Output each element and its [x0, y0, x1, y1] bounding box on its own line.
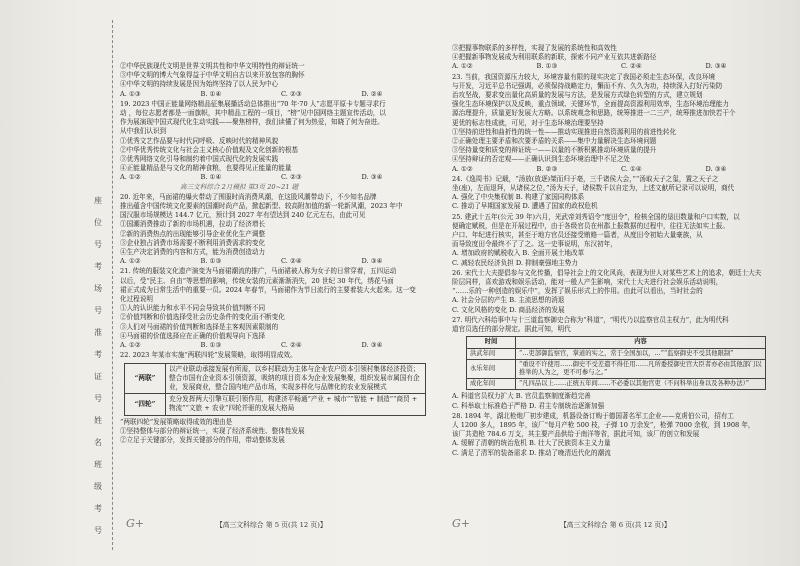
- text-line: ④生产决定消费的内容和方式，能为消费创造动力: [120, 248, 266, 257]
- box-row: [125, 393, 425, 414]
- option-b: B. ①③: [200, 257, 222, 266]
- table-cell: “重设不许使用……御史不受差遣不得任用……凡所委授御史官大臣者亦必由其他部门以推举的人为之，更不可参与之。”: [516, 359, 766, 378]
- handwritten-note: 高三文科综合 2月模拟 第3页 20~21 题: [180, 182, 299, 191]
- text-line: 27. 明代六科给事中与十三道监察御史合称为“科道”，“明代乃以监察官员主权力”，此为明代科: [452, 315, 729, 324]
- text-line: ④中华文明的持续发展是因为始终坚持了以人民为中心: [120, 80, 279, 89]
- text-line: 人 1200 多人，1895 年，该厂“每月产枪 500 枝，子弹 10 万余发”，枪弹 7000 余枚，到 1908 年，: [452, 420, 755, 429]
- option-c: C. ②④: [621, 62, 642, 71]
- option-b: B. ①③: [536, 62, 558, 71]
- text-line: A. 强化了中央集权制 B. 构建了家国同构体系: [452, 193, 585, 202]
- option-d: D. ③④: [361, 341, 383, 350]
- text-line: 25. 建武十五年(公元 39 年)六月，光武帝刘秀诏令“度田令”，检核全国的垦田数量和户口实数，以: [452, 212, 740, 221]
- text-line: 19. 2023 中国正能量网络精品征集展播活动总体推出“70 年·70 人”志愿平原卡专题寻求行: [120, 99, 386, 108]
- text-line: 从中我们认识到: [120, 127, 167, 136]
- option-b: B. ①③: [200, 341, 222, 350]
- text-line: 而导致度田令最终不了了之。这一史事说明，东汉初年，: [452, 240, 617, 249]
- box-text: 充分发挥两大引擎互联引领作用，构建济平畅通“产业 + 城市”“智能 + 制造”“商贸 + 物流”“文旅 + 农业”四轮并驱的发展大格局: [169, 395, 418, 413]
- options-row: [120, 257, 442, 266]
- option-b: B. ①④: [200, 89, 222, 98]
- question-20: [120, 193, 442, 267]
- option-b: B. ②③: [536, 164, 558, 173]
- right-column: [452, 44, 790, 458]
- text-line: “……乐的一种创造的娱乐中”，发挥了娱乐形式上的作用。由此可以看出，当时社会的: [452, 287, 703, 296]
- text-line: ②中华民族现代文明是世界文明共性和中华文明特性的辩证统一: [120, 62, 305, 70]
- options-row: [120, 90, 442, 99]
- table-header: 时间: [467, 337, 516, 348]
- table-header-row: [467, 337, 766, 348]
- text-line: 24.《逸周书》记载，“汤放(放逐)桀而归于亳，三千诸侯大会，”“汤取天子之玺，置之天子之: [452, 174, 719, 183]
- option-d: D. ③④: [361, 173, 383, 182]
- option-c: C. ②④: [281, 341, 302, 350]
- table-row: [467, 379, 766, 390]
- text-line: 化过程说明: [120, 295, 153, 304]
- text-line: 道官员选任的部分规定。据此可知，明代: [452, 325, 571, 334]
- option-b: B. ①④: [200, 173, 222, 182]
- text-line: 20. 近年来，马面裙的爆火带动了围服时尚消费风潮，在这股风潮带动下，不少知名品牌: [120, 192, 377, 201]
- text-line: ④坚持辩证的否定观——正确认识到生态环境治理中不足之处: [452, 155, 631, 164]
- text-line: ①坚持整体与部分的辩证统一，实现了经济系统性、整体性发展: [120, 426, 305, 435]
- text-line: 21. 传统的服装文化遗产演变为马面裙潮流的推广，马面裙被人称为女子的日常穿着，五四运动: [120, 267, 397, 276]
- option-c: C. ①④: [621, 164, 642, 173]
- option-a: A. ①②: [120, 341, 141, 350]
- text-line: 户口、年纪进行核实，甚至于地方官员还接受贿赂一篇者，从度田令初始大量豪族，从: [452, 231, 703, 240]
- question-22: [120, 351, 442, 445]
- history-table: [466, 336, 766, 390]
- text-line: ④马面裙的价值选择应在正确的价值观导向下选择: [120, 331, 266, 340]
- text-line: ①人的认识能力和水平不同会导致其价值判断不同: [120, 304, 266, 313]
- table-cell: “…吏部御监察官，掌道的实之，常于全国加以，…”“监察御史不受其他限制”: [516, 348, 766, 359]
- question-28: [452, 412, 790, 458]
- option-d: D. ②④: [361, 89, 383, 98]
- text-line: 更优的标志性成就，可见，对于生态环境治理要坚持: [452, 118, 604, 127]
- text-line: 与开发，习近平总书记强调，必须保持战略定力，懈而不弃、久久为功，持续深入打好污染防: [452, 81, 723, 90]
- box-row: [125, 364, 425, 394]
- option-c: C. ②③: [281, 89, 302, 98]
- text-line: ③坚持量变和质变的辩证统一——以量的不断积累推动环境质量的提升: [452, 146, 657, 155]
- text-line: C. 减轻农民经济负担 D. 抑制豪强地主势力: [452, 258, 578, 267]
- text-line: C. 文化风格的变化 D. 商品经济的发展: [452, 305, 565, 314]
- text-line: 强化生态环境保护以及反映，重点领域、关键环节，全面提高资源利用效率，生态环境治理能力: [452, 100, 729, 109]
- text-line: 28. 1894 年，湖北枪炮厂初步建成，机器设备订购于德国著名军工企业——克虏伯公司，招有工: [452, 411, 735, 420]
- text-line: 作为展演现中国式现代化生动实践——聚焦榜样，我们读懂了何为热爱，知晓了何为奋进。: [120, 118, 384, 127]
- strategy-box: [124, 363, 426, 416]
- option-c: C. ②③: [281, 173, 302, 182]
- table-cell: 永乐年间: [467, 359, 516, 378]
- option-a: A. ①②: [452, 62, 473, 71]
- text-line: A. 增加政府的赋税收入 B. 全面开展土地改革: [452, 249, 585, 258]
- footer-mark-right: G+: [452, 517, 471, 530]
- footer-mark-left: G+: [126, 517, 145, 530]
- text-line: ②中华优秀传统文化与社会主义核心价值观及文化创新的根基: [120, 145, 299, 154]
- question-21: [120, 267, 442, 350]
- text-line: “两联四轮”发展策略取得成效的理由是: [120, 417, 233, 426]
- question-26: [452, 269, 790, 315]
- text-line: C. 科举取士标准趋于严格 D. 君主专制统治逐渐加强: [452, 401, 605, 410]
- page-footer-right: 【高三文科综合 第 6 页(共 12 页)】: [560, 521, 671, 529]
- text-line: C. 满足了清军的装备需求 D. 推动了晚清近代化的潮流: [452, 448, 611, 457]
- text-line: ②价值判断和价值选择受社会历史条件的变化而不断变化: [120, 313, 285, 322]
- table-row: [467, 348, 766, 359]
- text-line: 26. 宋代士大夫提倡参与文化传播，倡导社会上的文化风尚，表现为世人对某些艺术上的追求，朝廷士大夫: [452, 268, 762, 277]
- table-header: 内容: [516, 337, 766, 348]
- text-line: A. 科道官员权力扩大 B. 官员监察制度渐趋完善: [452, 392, 591, 401]
- option-c: C. ②④: [281, 257, 302, 266]
- binding-strip-label: 座位号 考场号 准考证号 姓名 班级 考号: [94, 196, 102, 535]
- text-line: 国汉服市场规模达 144.7 亿元，预计到 2027 年有望达到 240 亿元左右，由此可见: [120, 211, 366, 220]
- option-d: D. ③④: [361, 257, 383, 266]
- table-row: [467, 359, 766, 378]
- options-row: [120, 173, 442, 182]
- text-line: ③企业独占消费市场需要不断利用消费需求的变化: [120, 238, 266, 247]
- table-cell: 洪武年间: [467, 348, 516, 359]
- text-line: 23. 当前，我国资源压力较大，环境容量有限的现实决定了我国必须走生态环保，改良环境: [452, 72, 716, 81]
- text-line: C. 推动了早期国家发展 D. 遭遇了国家的政权危机: [452, 202, 598, 211]
- text-line: 以后，受“民主、自由”等思想的影响，传统女装的元素渐渐消失，20 世纪 30 年代，绣花马面: [120, 276, 394, 285]
- options-row: [452, 62, 790, 71]
- options-row: [120, 341, 442, 350]
- text-line: 阶层同样，喜欢游戏和娱乐活动，能对一般人产生影响，宋代士大夫进行社会娱乐活动说明，: [452, 278, 723, 287]
- text-line: 坐(座)，左而退拜，从诸侯之位，”汤为天子，诸侯数千以自定为，上述文献所记录可以说明，商代: [452, 184, 735, 193]
- box-tag: “两联”: [125, 364, 166, 394]
- question-23: [452, 73, 790, 174]
- options-row: [452, 165, 790, 174]
- text-line: 便确定赋税，但是在开展过程中，由于各级官员在州郡上报数据的过程中，往往无法如实上报。: [452, 221, 729, 230]
- left-column: [120, 62, 442, 445]
- text-line: A. 社会分层的产生 B. 主流思想的消退: [452, 296, 565, 305]
- option-a: A. ①②: [452, 164, 473, 173]
- text-line: ②正确处理主要矛盾和次要矛盾的关系——集中力量解决生态环境问题: [452, 137, 657, 146]
- option-d: D. ③④: [705, 62, 727, 71]
- option-a: A. ①②: [120, 257, 141, 266]
- box-text: 以产业联动承接发展有所需，以乡村联动为主体与企业农户资本引领村集体经济投资；整合市国有企业资本引领资源，吸纳的项目资本为企业发展集聚，组织发展市属国有企业，发展商业，整合国内地产品市场，实现多样化与品牌化的农业发展模式: [169, 364, 420, 391]
- text-line: ②新的消费热点的出现能够引导企业优化生产调整: [120, 229, 266, 238]
- box-tag: “四轮”: [125, 394, 166, 414]
- option-a: A. ①②: [120, 173, 141, 182]
- text-line: ③优秀网络文化引导和制约着中国式现代化的发展实践: [120, 155, 279, 164]
- text-line: ①坚持前进性和曲折性的统一性——推动实现推进自然资源利用的前进性转化: [452, 127, 677, 136]
- text-line: A. 缓解了清朝的统治危机 B. 壮大了民族资本主义力量: [452, 439, 611, 448]
- text-line: ①优秀文艺作品要与时代同呼吸、反映时代的精神风貌: [120, 136, 279, 145]
- text-line: ②立足于关键部分，发挥关键部分的作用，带动整体发展: [120, 435, 285, 444]
- question-19: [120, 100, 442, 192]
- text-line: ③中华文明的博大气象得益于中华文明自古以来开放包容的胸怀: [120, 71, 305, 80]
- option-d: D. ③④: [705, 164, 727, 173]
- table-cell: 成化年间: [467, 379, 516, 390]
- text-line: 治攻坚战，要求变出量化高质量的发展与方法，是发展方式绿色转型的方式，建立规划: [452, 91, 703, 100]
- text-line: ③把握事物联系的多样性，实现了发展的系统性和高效性: [452, 44, 617, 52]
- text-line: 22. 2023 年某市实施“两联四轮”发展策略，取得明显成效。: [120, 351, 297, 360]
- text-line: ④把握新事物发展成为利用联系的新联，探索不同产业互依共进新路径: [452, 53, 657, 62]
- text-line: 该厂共造枪 784.6 万支，其主要产品供给于南洋等省，据此可知，该厂的创立和发展: [452, 430, 700, 439]
- text-line: 裙正式成为日常生活中的重要一员。2024 年春节，马面裙作为节日流行的主要着装大火起来。这一变: [120, 285, 416, 294]
- page-footer-left: 【高三文科综合 第 5 页(共 12 页)】: [216, 521, 327, 529]
- option-a: A. ①③: [120, 89, 141, 98]
- table-cell: “凡四品以上……正统五年间……不必委以其他官吏（不问科举出身以及各种办法）”: [516, 379, 766, 390]
- text-line: ④正能量精品是与文化的精神食粮，也要得见正能量的能量: [120, 164, 292, 173]
- text-line: 源治理提升，质量更好发展大方略。以系统观念和思路，统筹推进一二三产，统筹推进加快若干个: [452, 109, 736, 118]
- question-24: [452, 175, 790, 212]
- text-line: 动 ，每位志愿者都是一面旗帜，其中精品工程的一项目，“榜”见中国网络主题宣传活动，以: [120, 109, 386, 118]
- text-line: 推出蕴含中国传统文化要素的国潮时尚产品，掀起新型、较高附加值的新一轮新风潮，2023 年中: [120, 202, 403, 211]
- question-25: [452, 213, 790, 268]
- text-line: ①国潮消费推动了新的市场机遇，拉动了经济增长: [120, 220, 266, 229]
- question-27: [452, 316, 790, 411]
- text-line: ③人们对马面裙的价值判断和选择是主客观因素限制的: [120, 322, 279, 331]
